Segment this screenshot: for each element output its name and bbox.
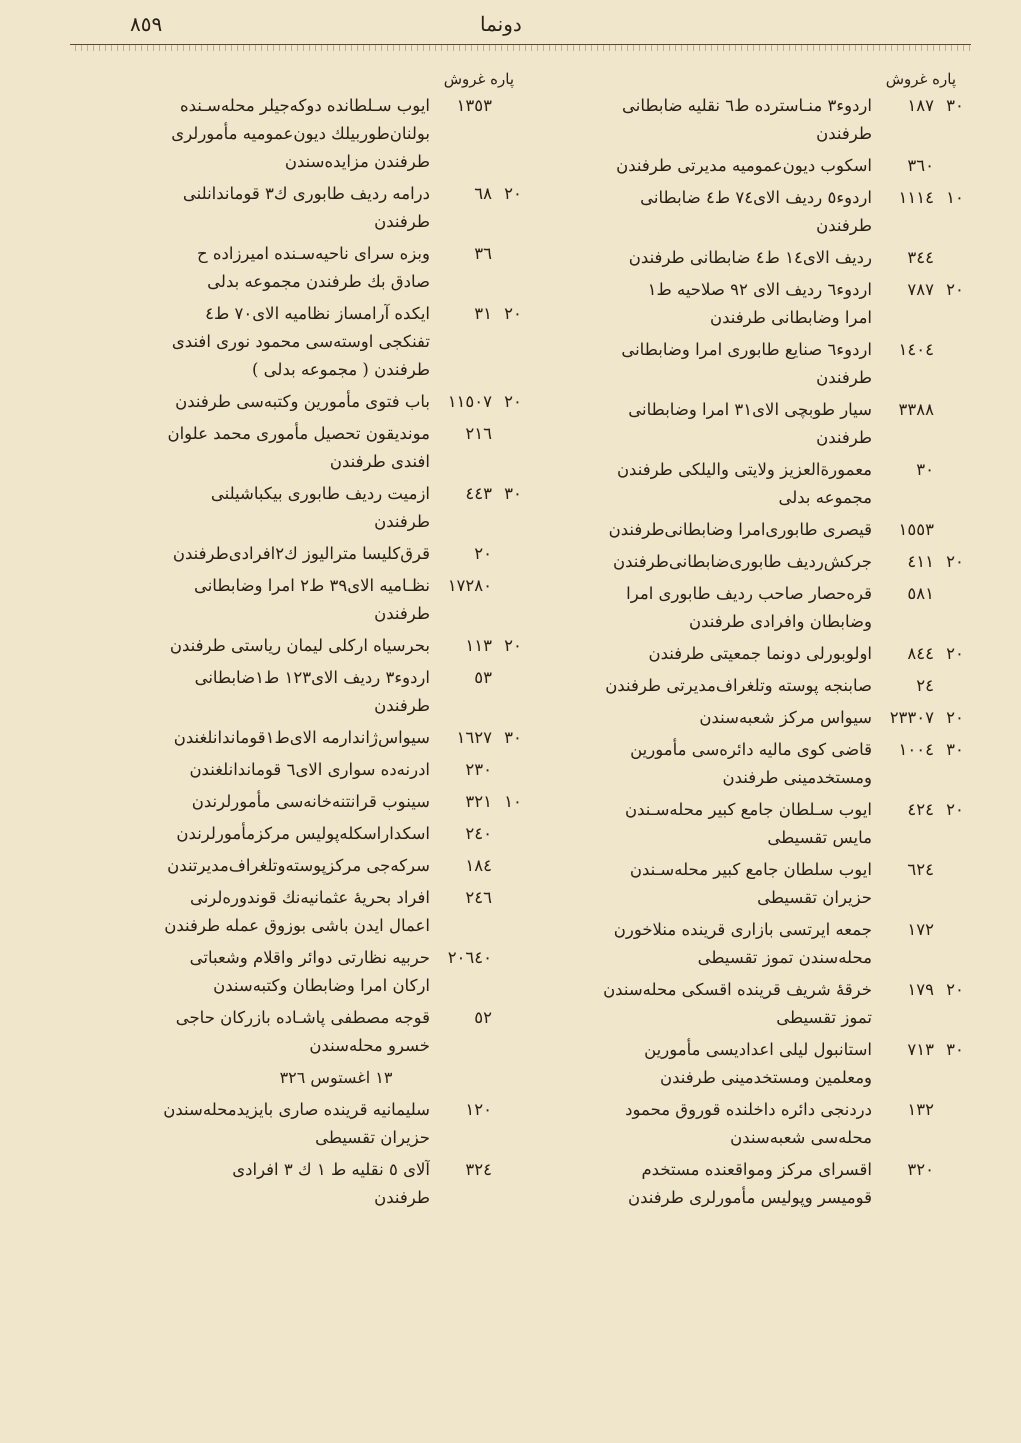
amount (440, 240, 526, 268)
amount-para: ٢٠ (504, 636, 522, 655)
units-label: پاره غروش (885, 70, 956, 88)
amount-para: ٢٠ (504, 304, 522, 323)
amount (440, 420, 526, 448)
amount-para (942, 916, 968, 944)
list-item (86, 788, 526, 816)
left-column (86, 66, 526, 1216)
amount-kurus: ٦٨ (474, 184, 492, 203)
amount-kurus: ١٧٩ (907, 980, 934, 999)
amount-para (500, 540, 526, 568)
entry-line: اردوء٥ رديف الاى٧٤ ط٤ ضابطانى (640, 188, 872, 207)
amount-para: ٣٠ (946, 740, 964, 759)
amount-kurus: ٢١٦ (465, 424, 492, 443)
right-column (528, 66, 968, 1216)
amount-kurus: ٦٢٤ (907, 860, 934, 879)
amount-para: ١٠ (946, 188, 964, 207)
entry-line: ادرنه‌ده سوارى الاى٦ قوماندانلغندن (189, 760, 430, 779)
entry-line: اعمال ايدن باشى بوزوق عمله طرفندن (164, 916, 430, 935)
entry-line: ازميت رديف طابورى بيكباشيلنى (210, 484, 430, 503)
list-item (86, 1004, 526, 1060)
amount-kurus: ٣٣٨٨ (898, 400, 934, 419)
amount (440, 788, 526, 816)
amount-para (500, 944, 526, 972)
amount-para (500, 1096, 526, 1124)
list-item (528, 916, 968, 972)
list-item (528, 516, 968, 544)
entry-line: امرا وضابطانى طرفندن (710, 308, 872, 327)
amount-para: ٣٠ (504, 728, 522, 747)
amount (440, 180, 526, 208)
amount (882, 704, 968, 732)
amount-para: ٢٠ (504, 184, 522, 203)
amount-para (500, 1156, 526, 1184)
entry-line: طرفندن مزايده‌سندن (284, 152, 430, 171)
list-item (528, 1156, 968, 1212)
list-item (528, 336, 968, 392)
list-item (528, 276, 968, 332)
list-item (528, 244, 968, 272)
entry-line: طرفندن (374, 512, 430, 531)
amount-para: ٣٠ (946, 96, 964, 115)
amount-para (500, 572, 526, 600)
list-item (528, 736, 968, 792)
entry-line: اردوء٦ صنايع طابورى امرا وضابطانى (621, 340, 872, 359)
entry-line: سينوب قرانتنه‌خانه‌سى مأمورلرندن (191, 792, 430, 811)
amount (882, 244, 968, 272)
entry-line: استانبول ليلى اعداديسى مأمورين (644, 1040, 872, 1059)
list-item (86, 884, 526, 940)
right-column-entries (528, 92, 968, 1212)
amount-kurus: ٣٦٠ (907, 156, 934, 175)
entry-line: نظـاميه الاى٣٩ ط٢ امرا وضابطانى (193, 576, 430, 595)
page-header (120, 8, 981, 44)
entry-line: قره‌حصار صاحب رديف طابورى امرا (626, 584, 872, 603)
list-item (86, 852, 526, 880)
amount-kurus: ١٥٥٣ (898, 520, 934, 539)
amount-kurus: ١٨٧ (907, 96, 934, 115)
entry-line: ايوب سـلطانده دوكه‌جيلر محله‌سـنده (179, 96, 430, 115)
entry-line: قوجه مصطفى پاشـاده بازركان حاجى (175, 1008, 430, 1027)
amount (882, 640, 968, 668)
amount-kurus: ٢٠ (474, 544, 492, 563)
entry-line: مونديقون تحصيل مأمورى محمد علوان (167, 424, 430, 443)
amount (440, 300, 526, 328)
list-item (528, 640, 968, 668)
amount-para: ٣٠ (504, 484, 522, 503)
amount-kurus: ٥٢ (474, 1008, 492, 1027)
entry-line: طرفندن (816, 124, 872, 143)
amount-kurus: ١٠٠٤ (898, 740, 934, 759)
amount (882, 856, 968, 884)
list-item (528, 796, 968, 852)
amount-kurus: ١٦٢٧ (456, 728, 492, 747)
amount (882, 184, 968, 212)
entry-line: اسكوب ديون‌عموميه مديرتى طرفندن (616, 156, 872, 175)
entry-line: اولوبورلى دونما جمعيتى طرفندن (648, 644, 872, 663)
list-item (528, 184, 968, 240)
amount-kurus: ١١٣ (465, 636, 492, 655)
amount-kurus: ١١١٤ (898, 188, 934, 207)
amount (440, 388, 526, 416)
amount (882, 916, 968, 944)
entry-line: طرفندن (816, 428, 872, 447)
entry-line: جركش‌رديف طابورى‌ضابطانى‌طرفندن (612, 552, 872, 571)
entry-line: جمعه ايرتسى بازارى قرينده منلاخورن (613, 920, 872, 939)
amount-para: ١٠ (504, 792, 522, 811)
amount-kurus: ١٨٤ (465, 856, 492, 875)
amount-para: ٢٠ (946, 280, 964, 299)
list-item (86, 1096, 526, 1152)
amount-kurus: ٢٤ (916, 676, 934, 695)
list-item (86, 480, 526, 536)
amount (440, 480, 526, 508)
date-heading: ١٣ اغستوس ٣٢٦ (279, 1068, 393, 1087)
list-item (528, 672, 968, 700)
amount (882, 1096, 968, 1124)
amount-para (500, 420, 526, 448)
amount-para (500, 884, 526, 912)
entry-line: معمورة‌العزيز ولايتى واليلكى طرفندن (616, 460, 872, 479)
entry-line: ايكده آرامساز نظاميه الاى٧٠ ط٤ (205, 304, 430, 323)
entry-line: خسرو محله‌سندن (309, 1036, 430, 1055)
amount-kurus: ٣٢٤ (465, 1160, 492, 1179)
entry-line: ايوب سلطان جامع كبير محله‌سـندن (629, 860, 872, 879)
entry-line: قاضى كوى ماليه دائره‌سى مأمورين (630, 740, 872, 759)
amount-para (942, 580, 968, 608)
list-item (528, 704, 968, 732)
amount-kurus: ١٣٢ (907, 1100, 934, 1119)
amount-para (500, 1004, 526, 1032)
amount-para (500, 92, 526, 120)
list-item (86, 1156, 526, 1212)
amount-para (942, 1156, 968, 1184)
entry-line: سليمانيه قرينده صارى بايزيدمحله‌سندن (163, 1100, 430, 1119)
list-item (528, 396, 968, 452)
entry-line: قوميسر وپوليس مأمورلرى طرفندن (627, 1188, 872, 1207)
list-item (528, 1036, 968, 1092)
entry-line: قرق‌كليسا متراليوز ك٢افرادى‌طرفندن (172, 544, 430, 563)
entry-line: باب فتوى مأمورين وكتبه‌سى طرفندن (175, 392, 430, 411)
amount-kurus: ٣٢١ (465, 792, 492, 811)
amount-para: ٢٠ (946, 552, 964, 571)
amount-kurus: ١١٥٠٧ (447, 392, 492, 411)
entry-line: وضابطان وافرادى طرفندن (688, 612, 872, 631)
entry-line: طرفندن (374, 696, 430, 715)
entry-line: سركه‌جى مركزپوسته‌وتلغراف‌مديرتندن (167, 856, 430, 875)
list-item (86, 572, 526, 628)
amount-kurus: ١٢٠ (465, 1100, 492, 1119)
entry-line: مجموعه بدلى (778, 488, 872, 507)
amount (882, 516, 968, 544)
amount-kurus: ٤٢٤ (907, 800, 934, 819)
entry-line: اقسراى مركز ومواقعنده مستخدم (641, 1160, 872, 1179)
list-item (86, 420, 526, 476)
amount-para (500, 852, 526, 880)
entry-line: ومعلمين ومستخدمينى طرفندن (659, 1068, 872, 1087)
amount-kurus: ١٧٢ (907, 920, 934, 939)
amount (440, 632, 526, 660)
page-number: ٨٥٩ (130, 12, 163, 36)
amount (882, 548, 968, 576)
list-item (86, 180, 526, 236)
entry-line: وبزه سراى ناحيه‌سـنده اميرزاده ح (196, 244, 430, 263)
list-item (86, 756, 526, 784)
amount-para: ٢٠ (946, 644, 964, 663)
amount (440, 572, 526, 600)
amount-kurus: ٣٢٠ (907, 1160, 934, 1179)
amount (440, 884, 526, 912)
entry-line: صادق بك طرفندن مجموعه بدلى (207, 272, 430, 291)
entry-line: خرقهٔ شريف قرينده اقسكى محله‌سندن (603, 980, 872, 999)
amount (882, 796, 968, 824)
entry-line: سيواس‌ژاندارمه الاى‌ط١قوماندانلغندن (173, 728, 430, 747)
entry-line: درامه رديف طابورى ك٣ قوماندانلنى (182, 184, 430, 203)
amount-para (942, 456, 968, 484)
amount (440, 92, 526, 120)
entry-line: آلاى ٥ نقليه ط ١ ك ٣ افرادى (232, 1160, 430, 1179)
list-item (86, 300, 526, 384)
amount-para (942, 672, 968, 700)
amount-para (942, 396, 968, 424)
amount-kurus: ٤٤٣ (465, 484, 492, 503)
entry-line: بولنان‌طوربيلك ديون‌عموميه مأمورلرى (171, 124, 430, 143)
list-item (86, 92, 526, 176)
list-item (528, 548, 968, 576)
list-item (528, 456, 968, 512)
amount-kurus: ٣١ (474, 304, 492, 323)
amount (440, 944, 526, 972)
entry-line: ومستخدمينى طرفندن (722, 768, 872, 787)
amount-kurus: ١٤٠٤ (898, 340, 934, 359)
amount-para (942, 336, 968, 364)
amount-para: ٢٠ (946, 800, 964, 819)
list-item (528, 92, 968, 148)
amount-para (942, 856, 968, 884)
entry-line: حزيران تقسيطى (757, 888, 872, 907)
entry-line: سيار طوبچى الاى٣١ امرا وضابطانى (628, 400, 872, 419)
list-item (528, 580, 968, 636)
amount-kurus: ٥٨١ (907, 584, 934, 603)
entry-line: طرفندن (374, 604, 430, 623)
amount (882, 276, 968, 304)
amount (440, 1156, 526, 1184)
amount-kurus: ٢٣٠ (465, 760, 492, 779)
entry-line: طرفندن (374, 1188, 430, 1207)
amount-kurus: ٢٤٠ (465, 824, 492, 843)
list-item (86, 388, 526, 416)
entry-line: اركان امرا وضابطان وكتبه‌سندن (213, 976, 430, 995)
entry-line: صابنجه پوسته وتلغراف‌مديرتى طرفندن (605, 676, 872, 695)
list-item (528, 1096, 968, 1152)
entry-line: حربيه نظارتى دوائر واقلام وشعباتى (189, 948, 430, 967)
units-label: پاره غروش (443, 70, 514, 88)
amount (882, 1036, 968, 1064)
entry-line: دردنجى دائره داخلنده قوروق محمود (625, 1100, 872, 1119)
amount (440, 540, 526, 568)
amount (440, 664, 526, 692)
amount-kurus: ٨٤٤ (907, 644, 934, 663)
entry-line: حزيران تقسيطى (315, 1128, 430, 1147)
amount (882, 976, 968, 1004)
list-item (86, 540, 526, 568)
list-item (86, 240, 526, 296)
entry-line: ايوب سـلطان جامع كبير محله‌سـندن (625, 800, 872, 819)
entry-line: طرفندن (816, 216, 872, 235)
entry-line: اردوء٣ منـاسترده ط٦ نقليه ضابطانى (622, 96, 872, 115)
amount-para (500, 664, 526, 692)
amount (882, 396, 968, 424)
entry-line: افندى طرفندن (329, 452, 430, 471)
amount-para (942, 516, 968, 544)
list-item (86, 820, 526, 848)
entry-line: اردوء٦ رديف الاى ٩٢ صلاحيه ط١ (647, 280, 872, 299)
amount (882, 152, 968, 180)
entry-line: اردوء٣ رديف الاى١٢٣ ط١ضابطانى (194, 668, 430, 687)
amount-kurus: ١٣٥٣ (456, 96, 492, 115)
entry-line: اسكداراسكله‌پوليس مركزمأمورلرندن (176, 824, 430, 843)
amount (882, 92, 968, 120)
amount (440, 724, 526, 752)
amount (440, 1096, 526, 1124)
amount (882, 336, 968, 364)
amount-para (942, 1096, 968, 1124)
amount-para: ٣٠ (946, 1040, 964, 1059)
amount-kurus: ٣٦ (474, 244, 492, 263)
page-title: دونما (480, 12, 522, 36)
amount-para (500, 820, 526, 848)
amount-kurus: ٥٣ (474, 668, 492, 687)
list-item (86, 724, 526, 752)
amount-kurus: ١٧٢٨٠ (447, 576, 492, 595)
entry-line: مايس تقسيطى (767, 828, 872, 847)
entry-line: طرفندن (816, 368, 872, 387)
entry-line: محله‌سندن تموز تقسيطى (697, 948, 872, 967)
amount-para: ٢٠ (946, 980, 964, 999)
amount-kurus: ٢٠٦٤٠ (447, 948, 492, 967)
amount-kurus: ٤١١ (907, 552, 934, 571)
left-column-entries (86, 92, 526, 1212)
list-item (528, 856, 968, 912)
header-divider (70, 44, 971, 51)
entry-line: رديف الاى١٤ ط٤ ضابطانى طرفندن (628, 248, 872, 267)
amount (882, 1156, 968, 1184)
amount (882, 736, 968, 764)
amount (440, 820, 526, 848)
amount-kurus: ٧١٣ (907, 1040, 934, 1059)
list-item (86, 944, 526, 1000)
entry-line: سيواس مركز شعبه‌سندن (699, 708, 872, 727)
entry-line: قيصرى طابورى‌امرا وضابطانى‌طرفندن (608, 520, 872, 539)
amount (440, 1004, 526, 1032)
amount-para (500, 756, 526, 784)
list-item (86, 664, 526, 720)
amount-kurus: ٢٤٦ (465, 888, 492, 907)
amount-para: ٢٠ (946, 708, 964, 727)
entry-line: طرفندن (374, 212, 430, 231)
amount-para: ٢٠ (504, 392, 522, 411)
amount-para (942, 244, 968, 272)
amount (882, 456, 968, 484)
entry-line: بحرسياه اركلى ليمان رياستى طرفندن (169, 636, 430, 655)
amount-kurus: ٣٠ (916, 460, 934, 479)
amount (440, 756, 526, 784)
amount-kurus: ٣٤٤ (907, 248, 934, 267)
amount-kurus: ٢٣٣٠٧ (889, 708, 934, 727)
amount (882, 580, 968, 608)
amount (882, 672, 968, 700)
entry-line: تفنكجى اوسته‌سى محمود نورى افندى (171, 332, 430, 351)
entry-line: طرفندن ( مجموعه بدلى ) (251, 360, 430, 379)
amount (440, 852, 526, 880)
amount-para (942, 152, 968, 180)
amount-kurus: ٧٨٧ (907, 280, 934, 299)
amount-para (500, 240, 526, 268)
entry-line: تموز تقسيطى (776, 1008, 872, 1027)
list-item (528, 152, 968, 180)
list-item (528, 976, 968, 1032)
entry-line: محله‌سى شعبه‌سندن (730, 1128, 872, 1147)
list-item (86, 632, 526, 660)
entry-line: افراد بحريهٔ عثمانيه‌نك قوندوره‌لرنى (189, 888, 430, 907)
